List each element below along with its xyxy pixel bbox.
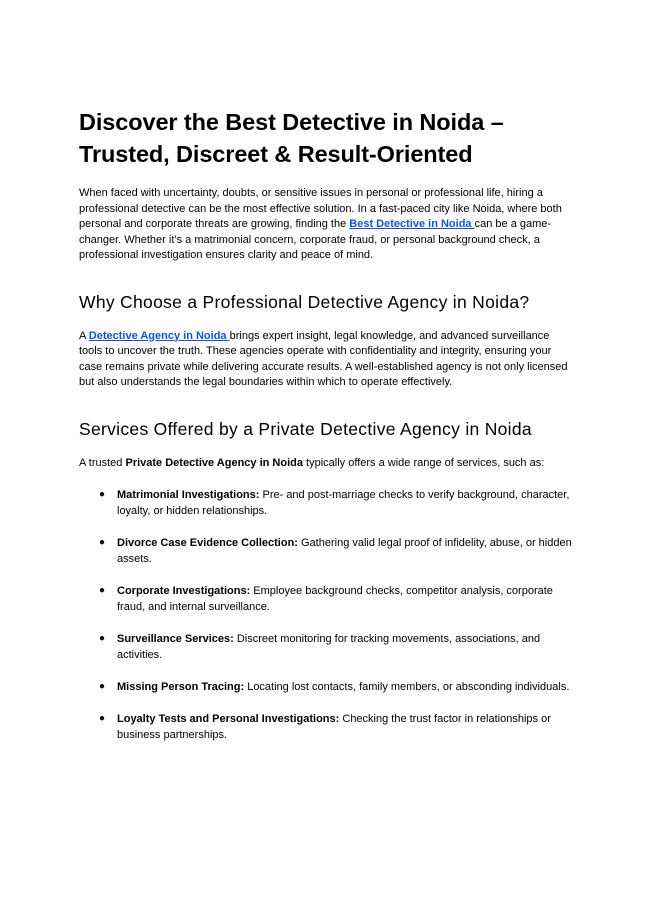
best-detective-link[interactable]: Best Detective in Noida — [349, 218, 475, 230]
list-item — [79, 487, 573, 519]
bullet-icon: ● — [99, 585, 106, 596]
service-title: Missing Person Tracing: — [117, 681, 245, 693]
service-text: Employee background checks, competitor analysis, corporate fraud, and internal surveillance. — [117, 585, 553, 613]
list-item — [79, 535, 573, 567]
bullet-icon: ● — [99, 537, 106, 548]
why-text-after: brings expert insight, legal knowledge, and advanced surveillance tools to uncover the truth. These agencies operate with confidentiality and integrity, ensuring your case remains private while delivering accurate results. A well-established agency is not only licensed but also understands the legal boundaries within which to operate effectively. — [79, 329, 568, 388]
service-title: Surveillance Services: — [117, 633, 234, 645]
service-text: Discreet monitoring for tracking movements, associations, and activities. — [117, 633, 541, 661]
services-intro-before: A trusted — [79, 456, 126, 469]
list-item — [79, 583, 573, 615]
why-heading: Why Choose a Professional Detective Agency in Noida? — [79, 291, 530, 312]
service-title: Divorce Case Evidence Collection: — [117, 537, 298, 549]
intro-paragraph — [79, 186, 573, 264]
service-text: Gathering valid legal proof of infidelity, abuse, or hidden assets. — [117, 537, 572, 565]
services-intro-after: typically offers a wide range of services, such as: — [302, 456, 545, 469]
why-text-before: A — [79, 329, 89, 342]
bullet-icon: ● — [99, 681, 106, 692]
intro-text-before: When faced with uncertainty, doubts, or sensitive issues in personal or professional life, hiring a professional detective can be the most effective solution. In a fast-paced city like Noida, where both personal and corporate threats are growing, finding the — [79, 187, 562, 230]
service-text: Checking the trust factor in relationships or business partnerships. — [117, 713, 551, 741]
services-heading: Services Offered by a Private Detective Agency in Noida — [79, 418, 532, 439]
list-item — [79, 711, 573, 743]
services-intro-bold: Private Detective Agency in Noida — [125, 456, 303, 469]
bullet-icon: ● — [99, 633, 106, 644]
page-title: Discover the Best Detective in Noida – Trusted, Discreet & Result-Oriented — [79, 109, 504, 167]
service-title: Corporate Investigations: — [117, 585, 251, 597]
service-title: Loyalty Tests and Personal Investigations: — [117, 713, 340, 725]
bullet-icon: ● — [99, 489, 106, 500]
why-paragraph — [79, 329, 573, 391]
document-page — [79, 106, 573, 759]
services-list — [79, 487, 573, 743]
detective-agency-link[interactable]: Detective Agency in Noida — [88, 329, 230, 342]
services-intro-paragraph — [79, 456, 573, 472]
service-title: Matrimonial Investigations: — [117, 489, 260, 501]
service-text: Locating lost contacts, family members, or absconding individuals. — [244, 681, 570, 693]
list-item — [79, 631, 573, 663]
list-item — [79, 679, 573, 695]
intro-text-after: can be a game-changer. Whether it’s a matrimonial concern, corporate fraud, or personal background check, a professional investigation ensures clarity and peace of mind. — [79, 218, 552, 261]
service-text: Pre- and post-marriage checks to verify background, character, loyalty, or hidden relationships. — [117, 489, 570, 517]
bullet-icon: ● — [99, 713, 106, 724]
